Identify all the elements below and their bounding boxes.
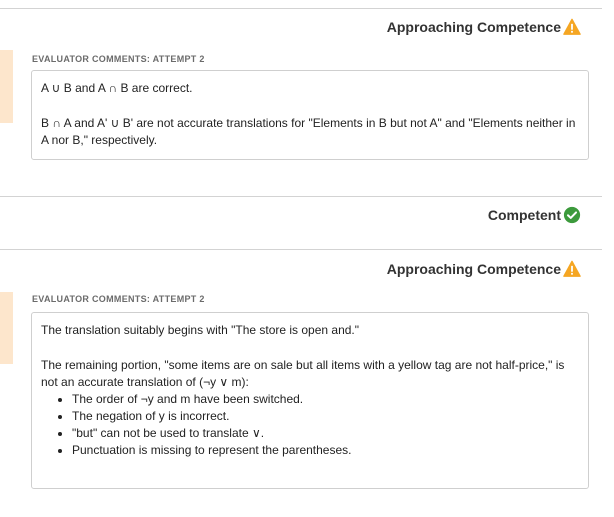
section-divider <box>0 8 602 9</box>
evaluator-comments-caption: EVALUATOR COMMENTS: ATTEMPT 2 <box>32 54 205 64</box>
status-label: Approaching Competence <box>386 19 561 35</box>
list-item: • The order of ¬y and m have been switched. <box>72 391 579 408</box>
status-heading <box>387 18 581 36</box>
evaluator-comments-caption: EVALUATOR COMMENTS: ATTEMPT 2 <box>32 294 205 304</box>
evaluator-comment-box <box>31 312 589 489</box>
list-item: • "but" can not be used to translate ∨. <box>72 425 579 442</box>
evaluator-comment-box <box>31 70 589 160</box>
accent-bar <box>0 50 13 123</box>
warning-triangle-icon <box>563 18 581 36</box>
list-item: • Punctuation is missing to represent the parentheses. <box>72 442 579 459</box>
comment-paragraph: The translation suitably begins with "The store is open and." <box>41 323 360 337</box>
comment-bullet-list <box>72 391 579 459</box>
comment-paragraph: The remaining portion, "some items are on sale but all items with a yellow tag are not half-price," is not an accurate translation of (¬y ∨ m): <box>41 358 565 389</box>
warning-triangle-icon <box>563 260 581 278</box>
check-circle-icon <box>563 206 581 224</box>
section-divider <box>0 249 602 250</box>
status-label: Competent <box>487 207 561 223</box>
comment-paragraph: B ∩ A and A' ∪ B' are not accurate translations for "Elements in B but not A" and "Elements neither in A nor B," respectively. <box>41 116 576 147</box>
accent-bar <box>0 292 13 364</box>
section-divider <box>0 196 602 197</box>
status-heading <box>387 260 581 278</box>
status-label: Approaching Competence <box>386 261 561 277</box>
list-item: • The negation of y is incorrect. <box>72 408 579 425</box>
status-heading <box>488 206 581 224</box>
comment-paragraph: A ∪ B and A ∩ B are correct. <box>41 81 193 95</box>
